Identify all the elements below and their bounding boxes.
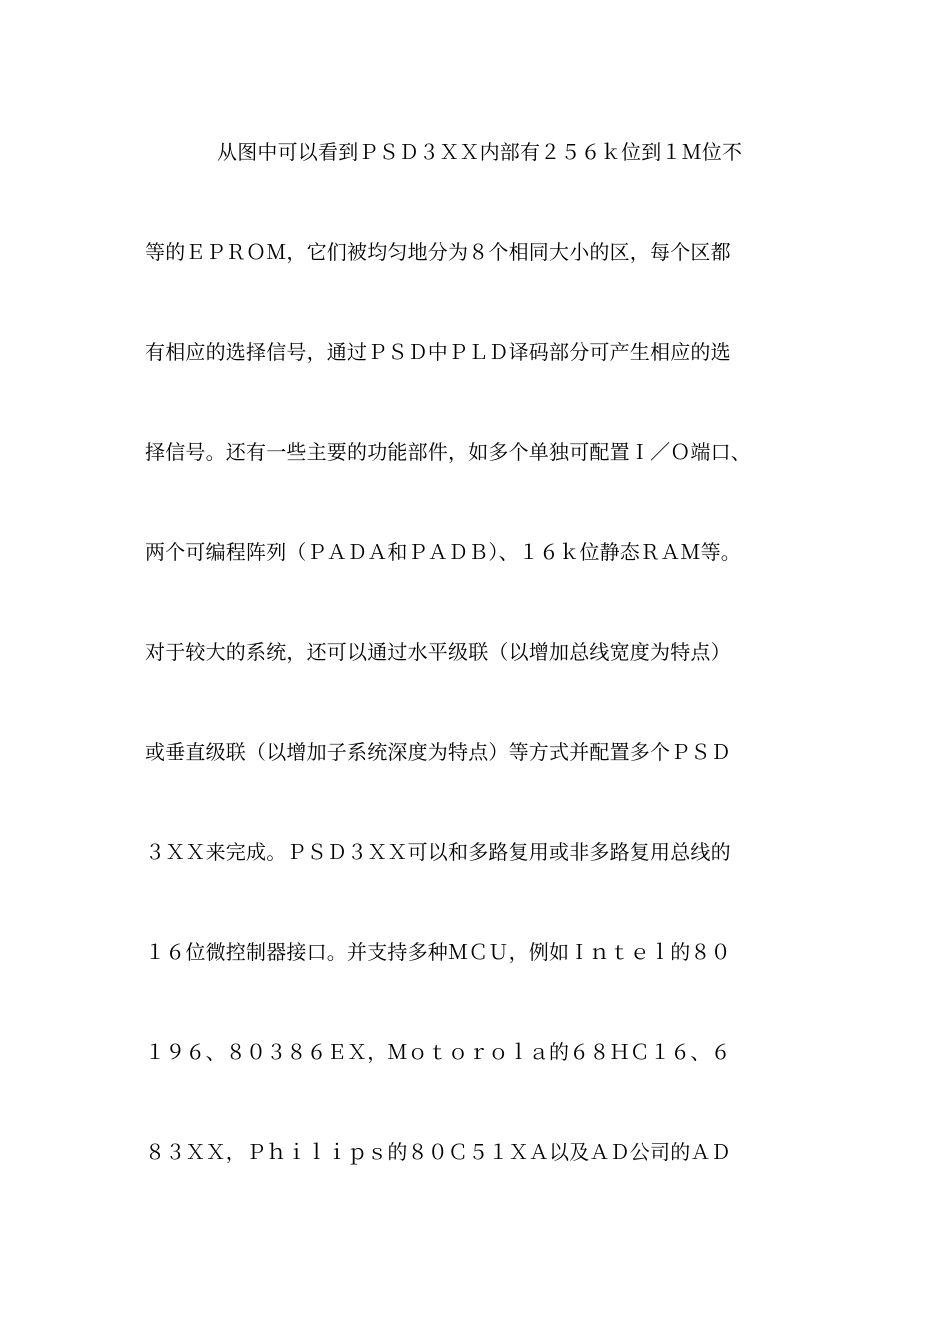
text-line: ３ＸＸ来完成。ＰＳＤ３ＸＸ可以和多路复用或非多路复用总线的 xyxy=(145,840,731,864)
body-paragraph xyxy=(145,130,825,1230)
text-line: 等的ＥＰＲＯＭ，它们被均匀地分为８个相同大小的区，每个区都 xyxy=(145,240,731,264)
text-line: 从图中可以看到ＰＳＤ３ＸＸ内部有２５６ｋ位到１Ｍ位不 xyxy=(217,140,743,164)
text-line: 对于较大的系统，还可以通过水平级联（以增加总线宽度为特点） xyxy=(145,640,731,664)
text-line: ８３ＸＸ，Ｐｈｉｌｉｐｓ的８０Ｃ５１ＸＡ以及ＡＤ公司的ＡＤ xyxy=(145,1140,731,1164)
text-line: 两个可编程阵列（ＰＡＤＡ和ＰＡＤＢ）、１６ｋ位静态ＲＡＭ等。 xyxy=(145,540,741,564)
text-line: 有相应的选择信号，通过ＰＳＤ中ＰＬＤ译码部分可产生相应的选 xyxy=(145,340,731,364)
text-line: 或垂直级联（以增加子系统深度为特点）等方式并配置多个ＰＳＤ xyxy=(145,740,731,764)
text-line: １９６、８０３８６ＥＸ，Ｍｏｔｏｒｏｌａ的６８ＨＣ１６、６ xyxy=(145,1040,731,1064)
text-line: １６位微控制器接口。并支持多种ＭＣＵ，例如Ｉｎｔｅｌ的８０ xyxy=(145,940,731,964)
text-line: 择信号。还有一些主要的功能部件，如多个单独可配置Ｉ／Ｏ端口、 xyxy=(145,440,751,464)
